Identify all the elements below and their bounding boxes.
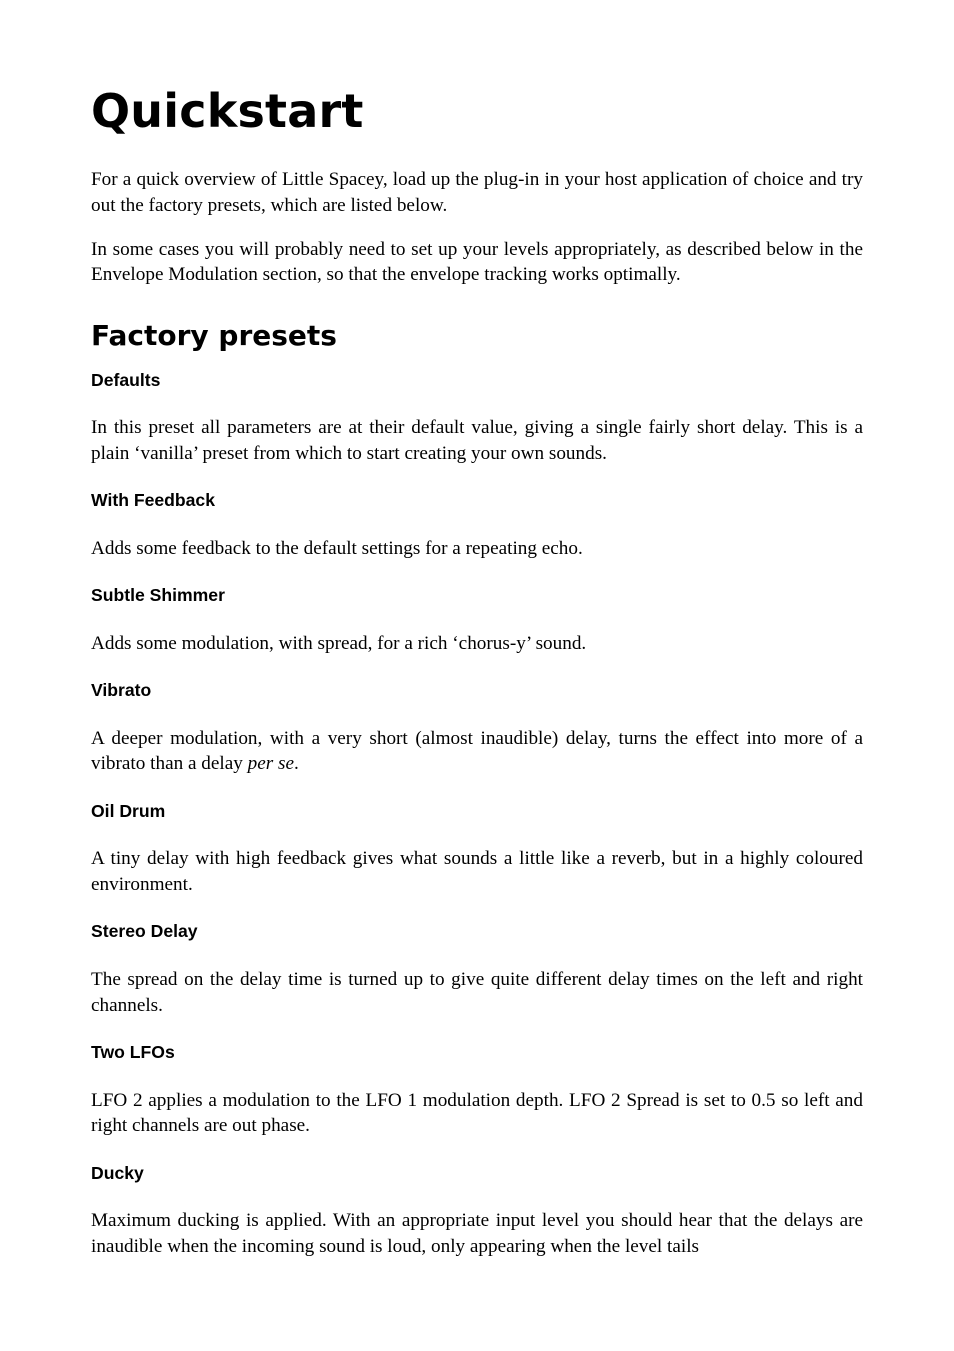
preset-defaults (91, 369, 863, 467)
preset-name: Two LFOs (91, 1042, 175, 1063)
preset-stereo-delay (91, 923, 863, 1018)
preset-description: A tiny delay with high feedback gives what sounds a little like a reverb, but in a highly coloured environment. (91, 848, 863, 895)
preset-name: Vibrato (91, 680, 152, 701)
preset-with-feedback (91, 492, 863, 561)
preset-description: Adds some modulation, with spread, for a rich ‘chorus-y’ sound. (91, 632, 587, 654)
preset-name: Defaults (91, 369, 161, 390)
description-text-end: . (294, 753, 299, 775)
preset-subtle-shimmer (91, 587, 863, 656)
preset-description: LFO 2 applies a modulation to the LFO 1 modulation depth. LFO 2 Spread is set to 0.5 so left and right channels are out phase. (91, 1089, 863, 1137)
document-page (91, 84, 863, 1259)
preset-ducky (91, 1162, 863, 1260)
intro-paragraph-2: In some cases you will probably need to set up your levels appropriately, as described below in the Envelope Modulation section, so that the envelope tracking works optimally. (91, 238, 863, 285)
preset-two-lfos (91, 1044, 863, 1139)
description-emphasis: per se (247, 753, 294, 775)
preset-name: Oil Drum (91, 800, 166, 821)
preset-description: Adds some feedback to the default settings for a repeating echo. (91, 537, 583, 559)
preset-name: With Feedback (91, 490, 215, 511)
preset-vibrato (91, 682, 863, 777)
preset-name: Stereo Delay (91, 921, 198, 942)
section-title-factory-presets: Factory presets (91, 318, 337, 352)
description-text: A deeper modulation, with a very short (almost inaudible) delay, turns the effect into more of a vibrato than a delay (91, 727, 863, 775)
preset-description: The spread on the delay time is turned up to give quite different delay times on the left and right channels. (91, 969, 863, 1016)
preset-description (91, 726, 863, 777)
preset-name: Subtle Shimmer (91, 585, 225, 606)
intro-paragraph-1: For a quick overview of Little Spacey, load up the plug-in in your host application of choice and try out the factory presets, which are listed below. (91, 169, 863, 216)
preset-description: In this preset all parameters are at their default value, giving a single fairly short delay. This is a plain ‘vanilla’ preset from which to start creating your own sounds. (91, 417, 863, 464)
preset-name: Ducky (91, 1162, 144, 1183)
page-title: Quickstart (91, 84, 364, 138)
preset-description: Maximum ducking is applied. With an appropriate input level you should hear that the delays are inaudible when the incoming sound is loud, only appearing when the level tails (91, 1210, 863, 1257)
preset-oil-drum (91, 800, 863, 898)
